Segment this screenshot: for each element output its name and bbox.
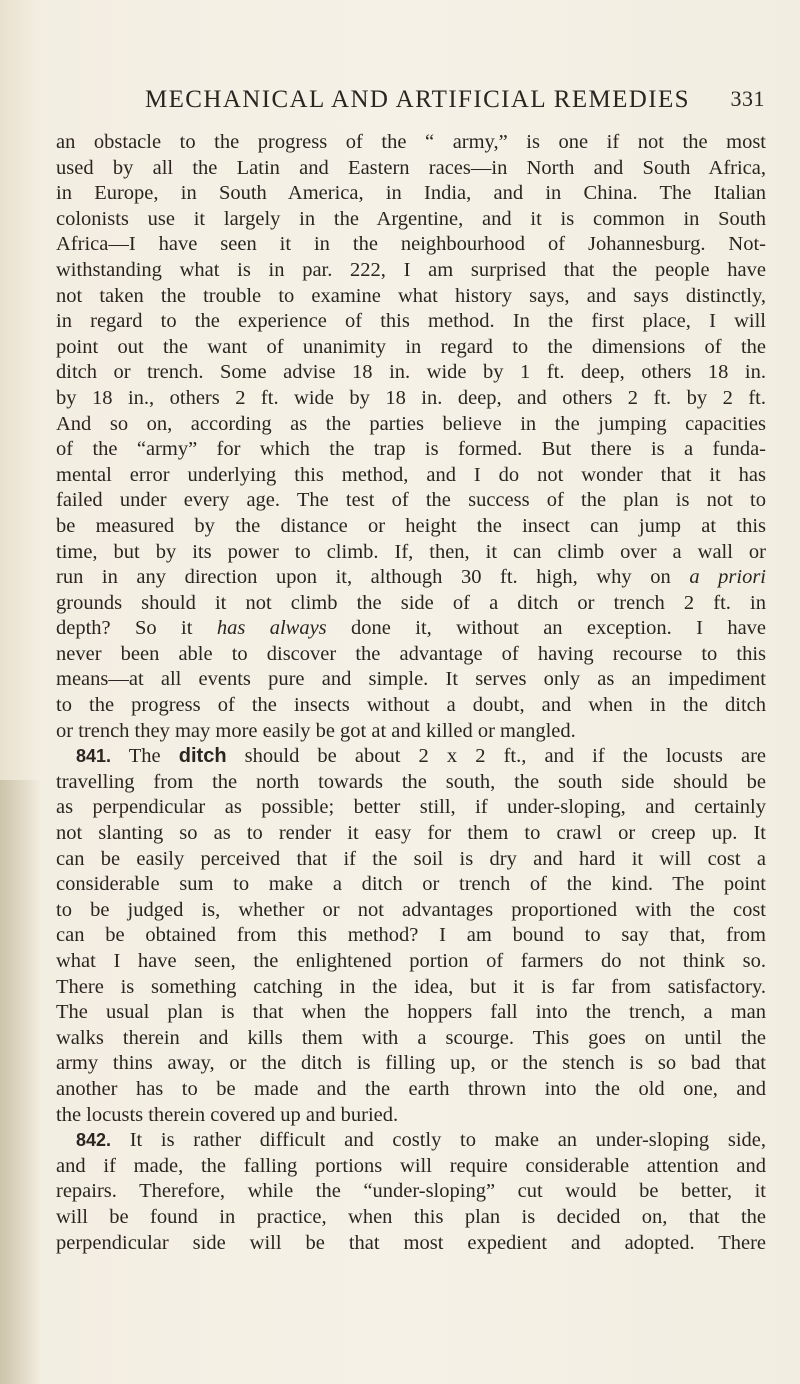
text-line: point out the want of unanimity in regard to the dimensions of the (56, 335, 766, 358)
text-segment: The (128, 745, 161, 768)
text-line: another has to be made and the earth thrown into the old one, and (56, 1077, 766, 1100)
text-line: perpendicular side will be that most expedient and adopted. There (56, 1231, 766, 1254)
text-line: grounds should it not climb the side of a ditch or trench 2 ft. in (56, 591, 766, 614)
text-line: repairs. Therefore, while the “under-sloping” cut would be better, it (56, 1180, 766, 1203)
text-line: Africa—I have seen it in the neighbourhood of Johannesburg. Not- (56, 233, 766, 256)
text-line: colonists use it largely in the Argentine, and it is common in South (56, 207, 766, 230)
text-segment: It is rather difficult and costly to make an under-sloping side, (129, 1129, 767, 1152)
text-line: failed under every age. The test of the success of the plan is not to (56, 489, 766, 512)
keyword-ditch: ditch (178, 745, 227, 768)
paragraph-number-841: 841. (76, 746, 112, 767)
text-line: in Europe, in South America, in India, and in China. The Italian (56, 182, 766, 205)
text-line: what I have seen, the enlightened portion of farmers do not think so. (56, 950, 766, 972)
text-line: an obstacle to the progress of the “ army,” is one if not the most (56, 131, 766, 153)
text-segment: done it, without an exception. I have (351, 617, 767, 640)
text-line: by 18 in., others 2 ft. wide by 18 in. deep, and others 2 ft. by 2 ft. (56, 386, 766, 409)
text-segment: should be about 2 x 2 ft., and if the locusts are (244, 745, 766, 768)
page-header (145, 86, 765, 120)
text-line: used by all the Latin and Eastern races—in North and South Africa, (56, 156, 766, 179)
page-number: 331 (730, 86, 765, 111)
text-line: in regard to the experience of this method. In the first place, I will (56, 310, 766, 333)
text-line: can be obtained from this method? I am bound to say that, from (56, 924, 766, 947)
text-line: walks therein and kills them with a scourge. This goes on until the (56, 1026, 766, 1049)
text-line: considerable sum to make a ditch or trench of the kind. The point (56, 873, 766, 896)
text-line: ditch or trench. Some advise 18 in. wide by 1 ft. deep, others 18 in. (56, 361, 766, 384)
italic-apriori: a priori (689, 566, 767, 589)
text-line: time, but by its power to climb. If, then, it can climb over a wall or (56, 540, 766, 563)
text-line: mental error underlying this method, and I do not wonder that it has (56, 463, 766, 486)
text-segment: depth? So it (56, 617, 193, 640)
paragraph-841-first-line (56, 744, 766, 770)
text-line: of the “army” for which the trap is formed. But there is a funda- (56, 438, 766, 461)
text-line: can be easily perceived that if the soil is dry and hard it will cost a (56, 847, 766, 870)
text-line: be measured by the distance or height the insect can jump at this (56, 514, 766, 537)
text-line: or trench they may more easily be got at and killed or mangled. (56, 719, 576, 742)
body-text (56, 130, 766, 1256)
text-line: not slanting so as to render it easy for them to crawl or creep up. It (56, 822, 766, 845)
page-edge-stain (0, 780, 42, 1384)
text-line-always (56, 616, 766, 642)
text-line: army thins away, or the ditch is filling up, or the stench is so bad that (56, 1052, 766, 1075)
text-line: withstanding what is in par. 222, I am surprised that the people have (56, 258, 766, 281)
text-line: the locusts therein covered up and buried. (56, 1103, 399, 1126)
text-line: travelling from the north towards the south, the south side should be (56, 770, 766, 793)
text-line-apriori (56, 565, 766, 591)
italic-always: has always (216, 617, 327, 640)
text-line: The usual plan is that when the hoppers fall into the trench, a man (56, 1001, 766, 1024)
text-line: And so on, according as the parties believe in the jumping capacities (56, 412, 766, 435)
text-line: as perpendicular as possible; better still, if under-sloping, and certainly (56, 796, 766, 819)
text-line: means—at all events pure and simple. It serves only as an impediment (56, 668, 766, 691)
text-segment: run in any direction upon it, although 30 ft. high, why on (56, 566, 671, 589)
paragraph-842-first-line (56, 1128, 766, 1154)
text-line: to the progress of the insects without a doubt, and when in the ditch (56, 694, 766, 717)
text-line: will be found in practice, when this plan is decided on, that the (56, 1205, 766, 1228)
text-line: not taken the trouble to examine what history says, and says distinctly, (56, 284, 766, 307)
text-line: and if made, the falling portions will require considerable attention and (56, 1154, 766, 1177)
running-title: MECHANICAL AND ARTIFICIAL REMEDIES (145, 86, 690, 113)
text-line: to be judged is, whether or not advantages proportioned with the cost (56, 898, 766, 921)
paragraph-number-842: 842. (76, 1130, 112, 1151)
text-line: never been able to discover the advantage of having recourse to this (56, 642, 766, 665)
text-line: There is something catching in the idea, but it is far from satisfactory. (56, 975, 766, 998)
